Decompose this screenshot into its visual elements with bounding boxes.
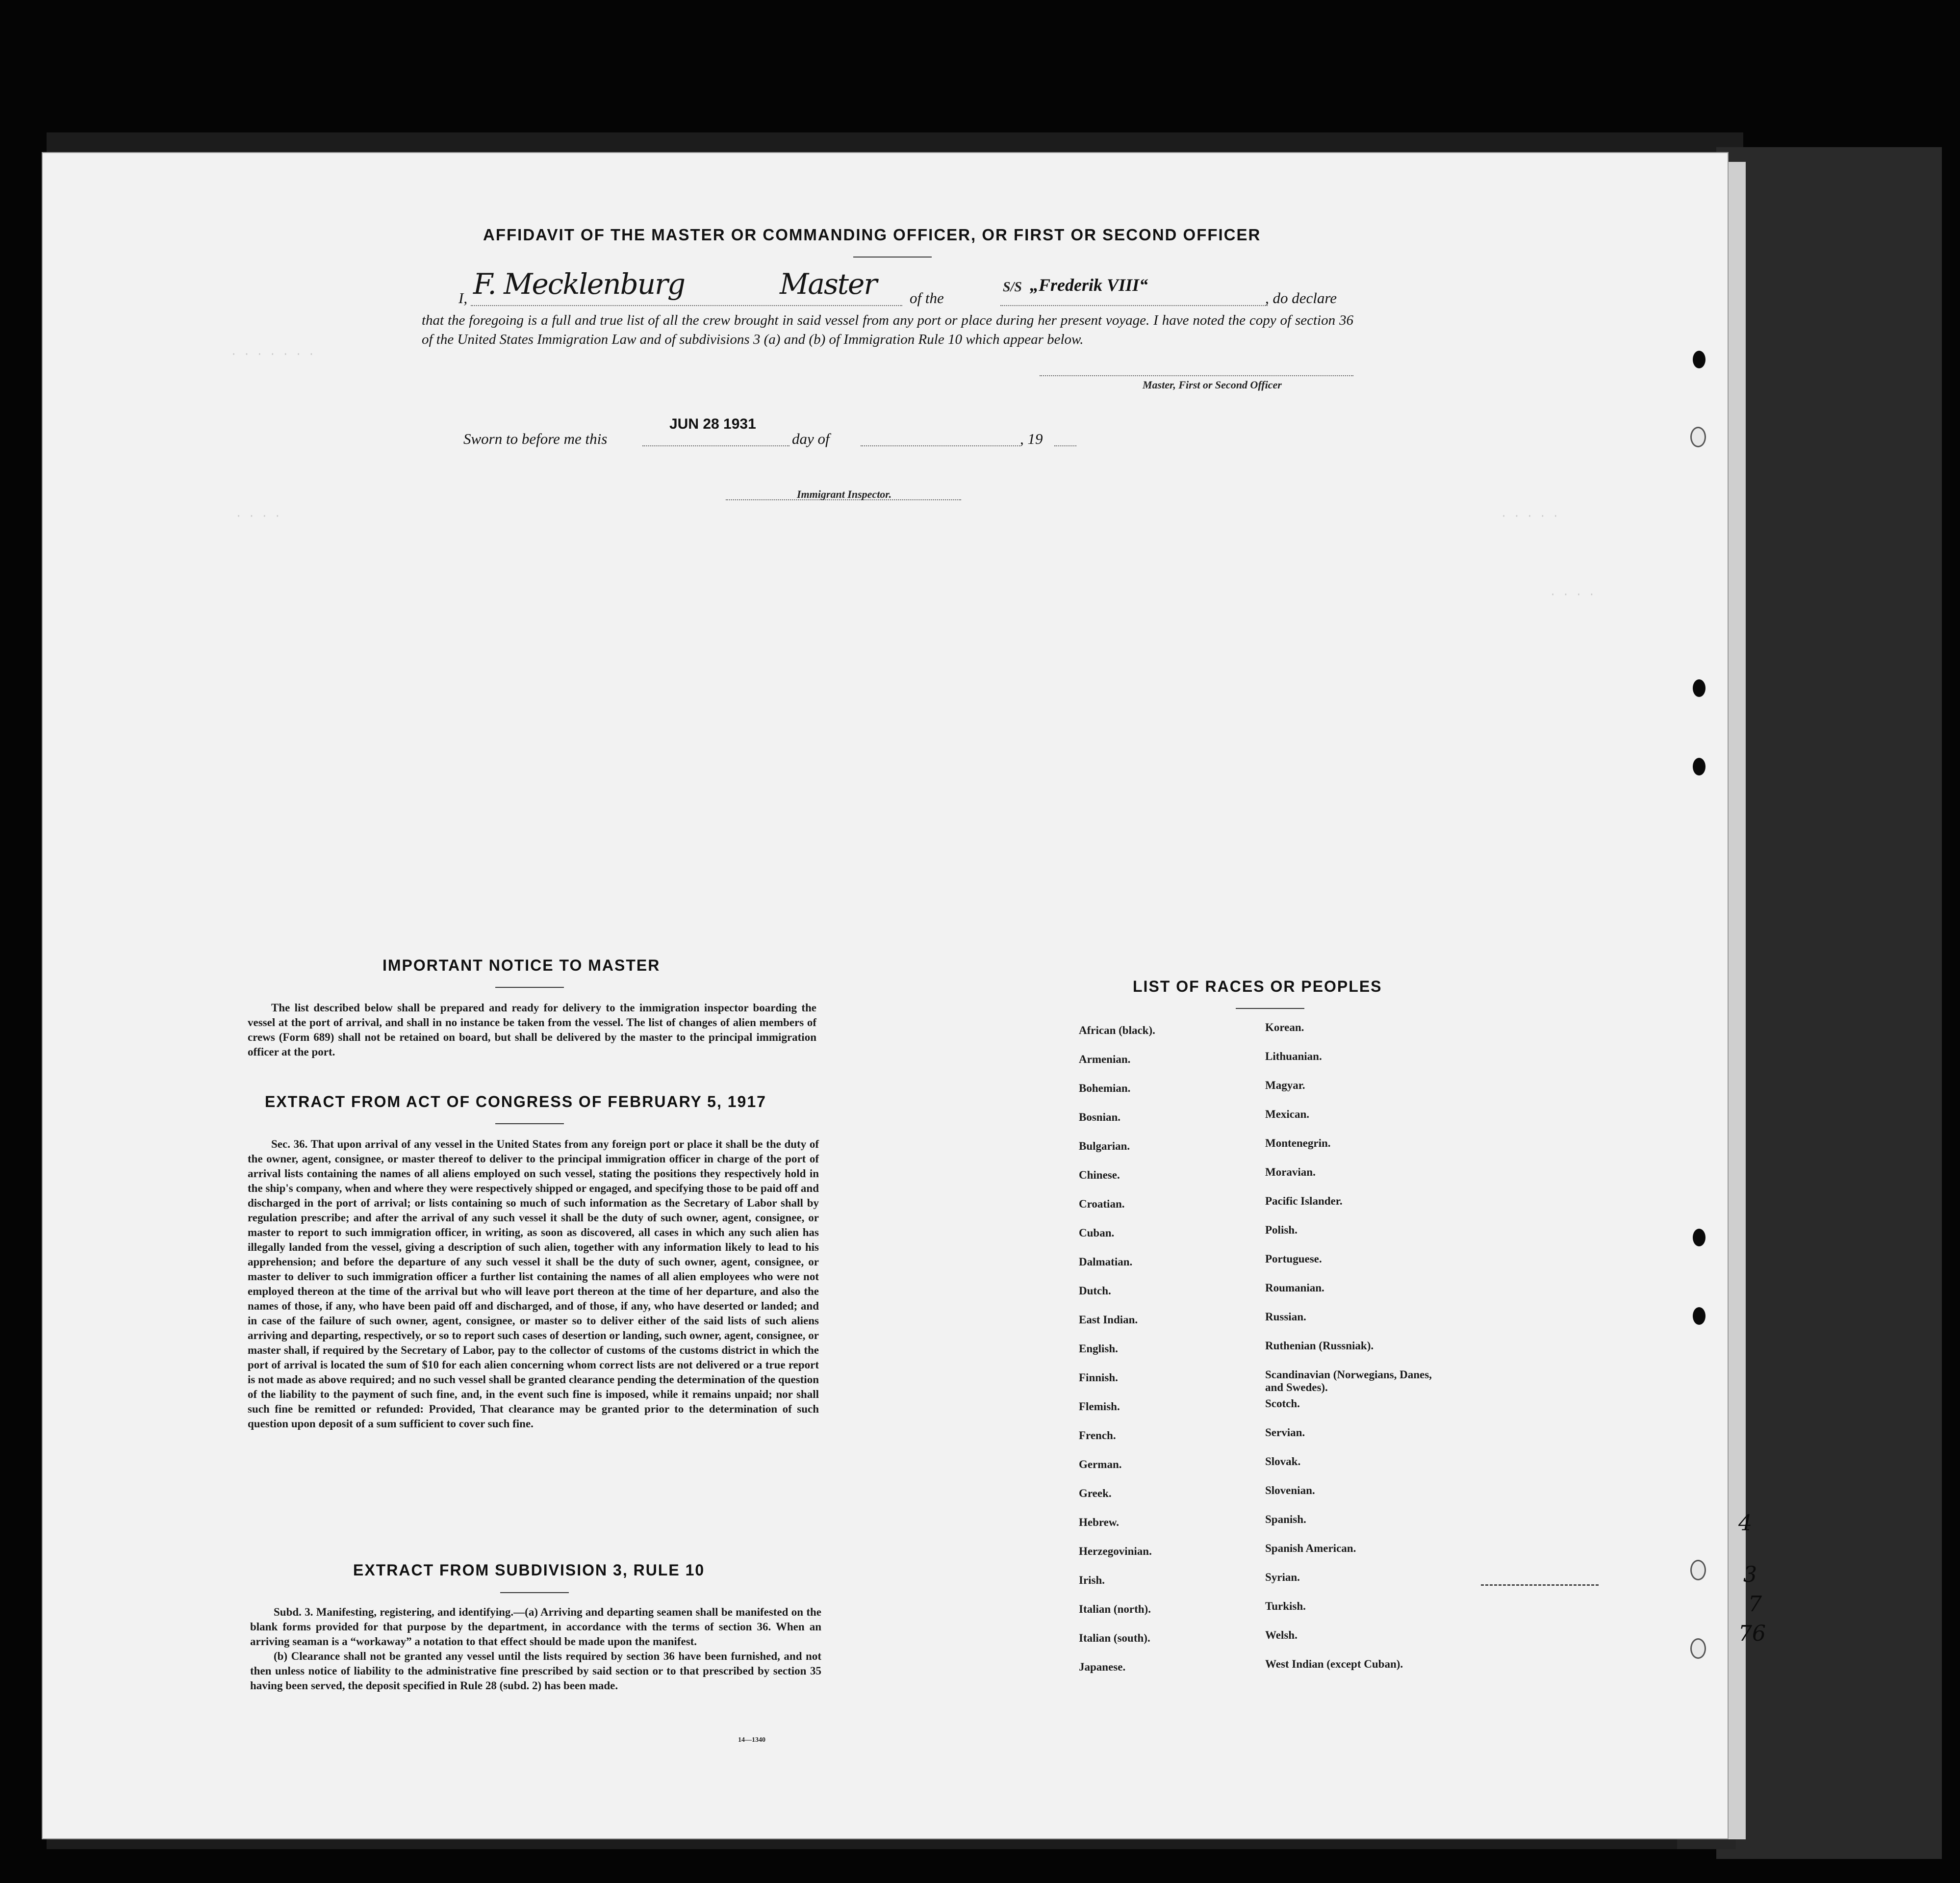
race-item: French. xyxy=(1079,1429,1116,1442)
punch-hole xyxy=(1690,427,1706,447)
margin-mark: 3 xyxy=(1743,1562,1757,1587)
notice-paragraph: The list described below shall be prepared and ready for delivery to the immigration inspector boarding the vessel at the port of arrival, and shall in no instance be taken from the vessel. The list of changes of alien members of crews (Form 689) shall not be retained on board, but shall be delivered by the master to the principal immigration officer at the port. xyxy=(248,1002,816,1058)
margin-mark: 7 xyxy=(1748,1592,1762,1617)
race-item: West Indian (except Cuban). xyxy=(1265,1658,1403,1670)
race-item: African (black). xyxy=(1079,1024,1155,1036)
punch-hole xyxy=(1693,1307,1705,1325)
race-item: Korean. xyxy=(1265,1021,1304,1033)
punch-hole xyxy=(1690,1638,1706,1659)
race-item: Japanese. xyxy=(1079,1661,1126,1673)
punch-hole xyxy=(1690,1560,1706,1580)
form-page xyxy=(42,152,1729,1839)
act-paragraph: Sec. 36. That upon arrival of any vessel in the United States from any foreign port or place it shall be the duty of the owner, agent, consignee, or master thereof to deliver to the principal immigration officer in charge of the port of arrival lists containing the names of all aliens employed on such vessel, stating the positions they respectively hold in the ship's company, when and where they were respectively shipped or engaged, and specifying those to be paid off and discharged in the port of arrival; or lists containing so much of such information as the Secretary of Labor shall by regulation prescribe; and after the arrival of any such vessel it shall be the duty of such owner, agent, consignee, or master to report to such immigration officer, in writing, as soon as discovered, all cases in which any such alien has illegally landed from the vessel, giving a description of such alien, together with any information likely to lead to his apprehension; and before the departure of any such vessel it shall be the duty of such owner, agent, consignee, or master to deliver to such immigration officer a further list containing the names of all alien employees who were not employed thereon at the time of the arrival but who will leave port thereon at the time of her departure, and also the names of those, if any, who have been paid off and discharged, and of those, if any, who have deserted or landed; and in case of the failure of such owner, agent, consignee, or master so to deliver either of the said lists of such aliens arriving and departing, respectively, or so to report such cases of desertion or landing, such owner, agent, consignee, or master shall, if required by the Secretary of Labor, pay to the collector of customs of the customs district in which the port of arrival is located the sum of $10 for each alien concerning whom correct lists are not delivered or a true report is not made as above required; and no such vessel shall be granted clearance pending the determination of the question of the liability to the payment of such fine, and, in the event such fine is imposed, while it remains unpaid; nor shall such fine be remitted or refunded: Provided, That clearance may be granted prior to the determination of such question upon deposit of a sum sufficient to cover such fine. xyxy=(248,1138,819,1430)
race-item: English. xyxy=(1079,1342,1118,1355)
month-line xyxy=(861,445,1020,446)
race-item: Magyar. xyxy=(1265,1079,1305,1091)
race-item: Armenian. xyxy=(1079,1053,1131,1065)
punch-hole xyxy=(1693,1229,1705,1246)
notice-rule xyxy=(495,987,564,988)
sworn-day-line xyxy=(642,445,789,446)
day-of-label: day of xyxy=(792,430,830,447)
race-item: Welsh. xyxy=(1265,1629,1298,1641)
act-heading: EXTRACT FROM ACT OF CONGRESS OF FEBRUARY 5, 1917 xyxy=(265,1093,766,1110)
rule-text xyxy=(250,1605,821,1693)
notice-heading: IMPORTANT NOTICE TO MASTER xyxy=(382,956,661,974)
race-item: Slovenian. xyxy=(1265,1484,1315,1496)
title-rule xyxy=(853,257,932,258)
act-text xyxy=(248,1137,819,1431)
declaration-text: that the foregoing is a full and true list of all the crew brought in said vessel from any port or place during her present voyage. I have noted the copy of section 36 of the United States Immigration Law and of subdivisions 3 (a) and (b) of Immigration Rule 10 which appear below. xyxy=(422,312,1353,347)
race-item: Irish. xyxy=(1079,1574,1105,1586)
bleed-through-text: · · · · xyxy=(1550,589,1595,601)
race-item: Italian (north). xyxy=(1079,1603,1151,1615)
race-item: Cuban. xyxy=(1079,1227,1115,1239)
year-line xyxy=(1054,445,1076,446)
punch-hole xyxy=(1693,351,1705,368)
race-item: Herzegovinian. xyxy=(1079,1545,1152,1557)
race-item: Scotch. xyxy=(1265,1397,1300,1410)
race-item: Moravian. xyxy=(1265,1166,1316,1178)
race-item: Dalmatian. xyxy=(1079,1256,1133,1268)
race-item: Pacific Islander. xyxy=(1265,1195,1343,1207)
race-item: Spanish American. xyxy=(1265,1542,1356,1554)
race-item: Flemish. xyxy=(1079,1400,1120,1413)
race-item: Spanish. xyxy=(1265,1513,1306,1525)
race-item: Mexican. xyxy=(1265,1108,1310,1120)
race-item: Slovak. xyxy=(1265,1455,1301,1468)
year-label: , 19 xyxy=(1020,430,1043,447)
race-item: Dutch. xyxy=(1079,1285,1111,1297)
name-line xyxy=(471,305,902,306)
race-item: Italian (south). xyxy=(1079,1632,1150,1644)
race-item: Hebrew. xyxy=(1079,1516,1119,1528)
race-item: Roumanian. xyxy=(1265,1282,1324,1294)
rule-paragraph-b: (b) Clearance shall not be granted any vessel until the lists required by section 36 have been furnished, and not then unless notice of liability to the administrative fine prescribed by said section or to that prescribed by section 35 having been served, the deposit specified in Rule 28 (subd. 2) has been made. xyxy=(250,1650,821,1692)
signatory-label: Master, First or Second Officer xyxy=(1143,379,1282,391)
race-item: Syrian. xyxy=(1265,1571,1300,1583)
bleed-through-text: · · · · · xyxy=(1501,510,1559,522)
master-signature: F. Mecklenburg xyxy=(473,267,685,301)
vessel-line xyxy=(1000,305,1268,306)
race-item: Ruthenian (Russniak). xyxy=(1265,1340,1374,1352)
vessel-name: „Frederik VIII“ xyxy=(1030,275,1148,295)
margin-mark: 4 xyxy=(1738,1511,1752,1536)
form-number: 14—1340 xyxy=(738,1736,765,1744)
act-rule xyxy=(495,1123,564,1124)
do-declare-label: , do declare xyxy=(1265,289,1337,307)
of-the-label: of the xyxy=(910,289,944,307)
race-item: Scandinavian (Norwegians, Danes, and Swedes). xyxy=(1265,1368,1432,1393)
race-item: Greek. xyxy=(1079,1487,1112,1499)
notice-text xyxy=(248,1001,816,1059)
race-item: Polish. xyxy=(1265,1224,1298,1236)
rule-heading: EXTRACT FROM SUBDIVISION 3, RULE 10 xyxy=(353,1561,705,1579)
sworn-label: Sworn to before me this xyxy=(463,430,608,447)
race-item: Finnish. xyxy=(1079,1371,1118,1384)
signature-line xyxy=(1040,375,1353,376)
vessel-prefix: S/S xyxy=(1003,280,1022,295)
race-item: Bulgarian. xyxy=(1079,1140,1130,1152)
form-page-right-edge xyxy=(1729,162,1746,1839)
margin-dash-line xyxy=(1481,1584,1599,1586)
races-rule xyxy=(1236,1008,1304,1009)
race-item: Bosnian. xyxy=(1079,1111,1121,1123)
race-item: East Indian. xyxy=(1079,1314,1138,1326)
race-item: Servian. xyxy=(1265,1426,1305,1439)
rule-rule xyxy=(500,1592,569,1593)
inspector-label: Immigrant Inspector. xyxy=(797,488,892,500)
punch-hole xyxy=(1693,758,1705,775)
punch-hole xyxy=(1693,679,1705,697)
races-heading: LIST OF RACES OR PEOPLES xyxy=(1133,978,1382,995)
master-signature-title: Master xyxy=(780,267,877,301)
race-item: Bohemian. xyxy=(1079,1082,1131,1094)
bleed-through-text: · · · · xyxy=(235,510,281,522)
race-item: Portuguese. xyxy=(1265,1253,1322,1265)
affidavit-title: AFFIDAVIT OF THE MASTER OR COMMANDING OFFICER, OR FIRST OR SECOND OFFICER xyxy=(483,226,1261,244)
bleed-through-text: · · · · · · · xyxy=(230,348,315,361)
i-prefix: I, xyxy=(458,289,468,307)
race-item: Croatian. xyxy=(1079,1198,1125,1210)
margin-mark: 76 xyxy=(1738,1621,1766,1646)
race-item: Russian. xyxy=(1265,1311,1306,1323)
race-item: German. xyxy=(1079,1458,1122,1470)
race-item: Lithuanian. xyxy=(1265,1050,1322,1062)
date-stamp: JUN 28 1931 xyxy=(669,416,756,432)
race-item: Montenegrin. xyxy=(1265,1137,1331,1149)
rule-paragraph-a: Subd. 3. Manifesting, registering, and identifying.—(a) Arriving and departing seamen shall be manifested on the blank forms provided for that purpose by the department, in accordance with the terms of section 36. When an arriving seaman is a “workaway” a notation to that effect should be made upon the manifest. xyxy=(250,1606,821,1648)
race-item: Turkish. xyxy=(1265,1600,1306,1612)
race-item: Chinese. xyxy=(1079,1169,1120,1181)
